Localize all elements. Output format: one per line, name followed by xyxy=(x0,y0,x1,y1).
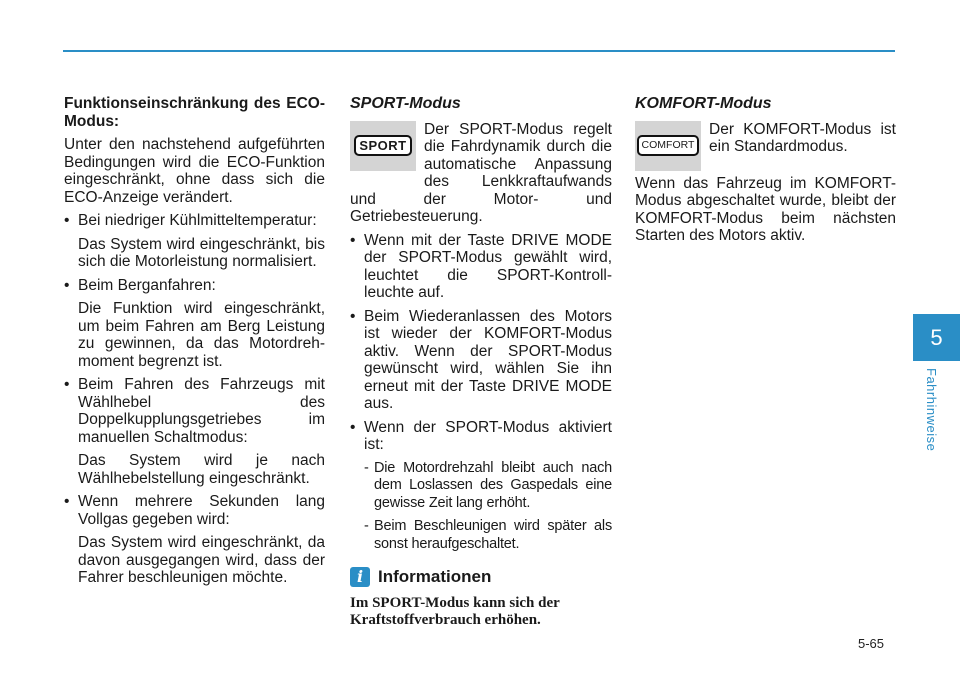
list-item: • Wenn mehrere Sekunden lang Vollgas gegeben wird: Das System wird eingeschränkt, da davon ausgegangen wird, dass der Fahrer beschleunigen möchte. xyxy=(64,493,325,587)
sport-indicator-icon: SPORT xyxy=(350,121,416,171)
eco-restriction-intro: Unter den nachstehend aufgeführten Bedingungen wird die ECO-Funktion eingeschränkt, ohne dass sich die ECO-Anzeige verändert. xyxy=(64,136,325,206)
list-item: - Die Motordrehzahl bleibt auch nach dem Loslassen des Gaspedals eine gewisse Zeit lang erhöht. xyxy=(364,460,612,513)
chapter-tab: 5 xyxy=(913,314,960,361)
sport-mode-intro: Der SPORT-Modus regelt die Fahrdynamik durch die automatische Anpassung des Lenkkraftaufwands und der Motor- und Getriebesteuerung. xyxy=(350,120,612,225)
column-eco-restrictions xyxy=(64,95,325,593)
sport-mode-sublist xyxy=(364,460,612,554)
list-item: • Wenn der SPORT-Modus aktiviert ist: - Die Motordrehzahl bleibt auch nach dem Loslassen des Gaspedals eine gewisse Zeit lang erhöht. - Beim Beschleunigen wird später als sonst heraufgeschaltet. xyxy=(350,419,612,554)
list-item: • Beim Fahren des Fahrzeugs mit Wählhebel des Doppelkupplungsgetriebes im manuellen Schaltmodus: Das System wird je nach Wählhebelstellung eingeschränkt. xyxy=(64,376,325,487)
sport-mode-title: SPORT-Modus xyxy=(350,95,461,112)
sport-mode-list xyxy=(350,232,612,554)
list-item: • Beim Berganfahren: Die Funktion wird eingeschränkt, um beim Fahren am Berg Leistung zu gewinnen, da das Motordreh-moment begrenzt ist. xyxy=(64,277,325,371)
comfort-mode-title: KOMFORT-Modus xyxy=(635,95,772,112)
eco-restriction-heading: Funktionseinschränkung des ECO-Modus: xyxy=(64,95,325,130)
header-rule xyxy=(63,50,895,52)
list-item: • Beim Wiederanlassen des Motors ist wieder der KOMFORT-Modus aktiv. Wenn der SPORT-Modus gewünscht wird, wählen Sie ihn erneut mit der Taste DRIVE MODE aus. xyxy=(350,308,612,413)
info-box-header xyxy=(350,567,612,587)
comfort-mode-intro: Der KOMFORT-Modus ist ein Standardmodus. xyxy=(709,120,896,155)
comfort-mode-text: Wenn das Fahrzeug im KOMFORT-Modus abgeschaltet wurde, bleibt der KOMFORT-Modus beim nächsten Starten des Motors aktiv. xyxy=(635,174,896,244)
page-number: 5-65 xyxy=(858,636,885,651)
chapter-label: Fahrhinweise xyxy=(924,368,939,452)
info-icon: i xyxy=(350,567,370,587)
list-item: - Beim Beschleunigen wird später als sonst heraufgeschaltet. xyxy=(364,518,612,553)
comfort-indicator-icon: COMFORT xyxy=(635,121,701,171)
list-item: • Wenn mit der Taste DRIVE MODE der SPORT-Modus gewählt wird, leuchtet die SPORT-Kontroll-leuchte auf. xyxy=(350,232,612,302)
column-sport-mode xyxy=(350,95,612,635)
info-box-text: Im SPORT-Modus kann sich der Kraftstoffverbrauch erhöhen. xyxy=(350,595,560,628)
list-item: • Bei niedriger Kühlmitteltemperatur: Das System wird eingeschränkt, bis sich die Motorleistung normalisiert. xyxy=(64,212,325,271)
eco-restriction-list xyxy=(64,212,325,587)
info-box-title: Informationen xyxy=(378,567,492,587)
column-comfort-mode xyxy=(635,95,896,251)
